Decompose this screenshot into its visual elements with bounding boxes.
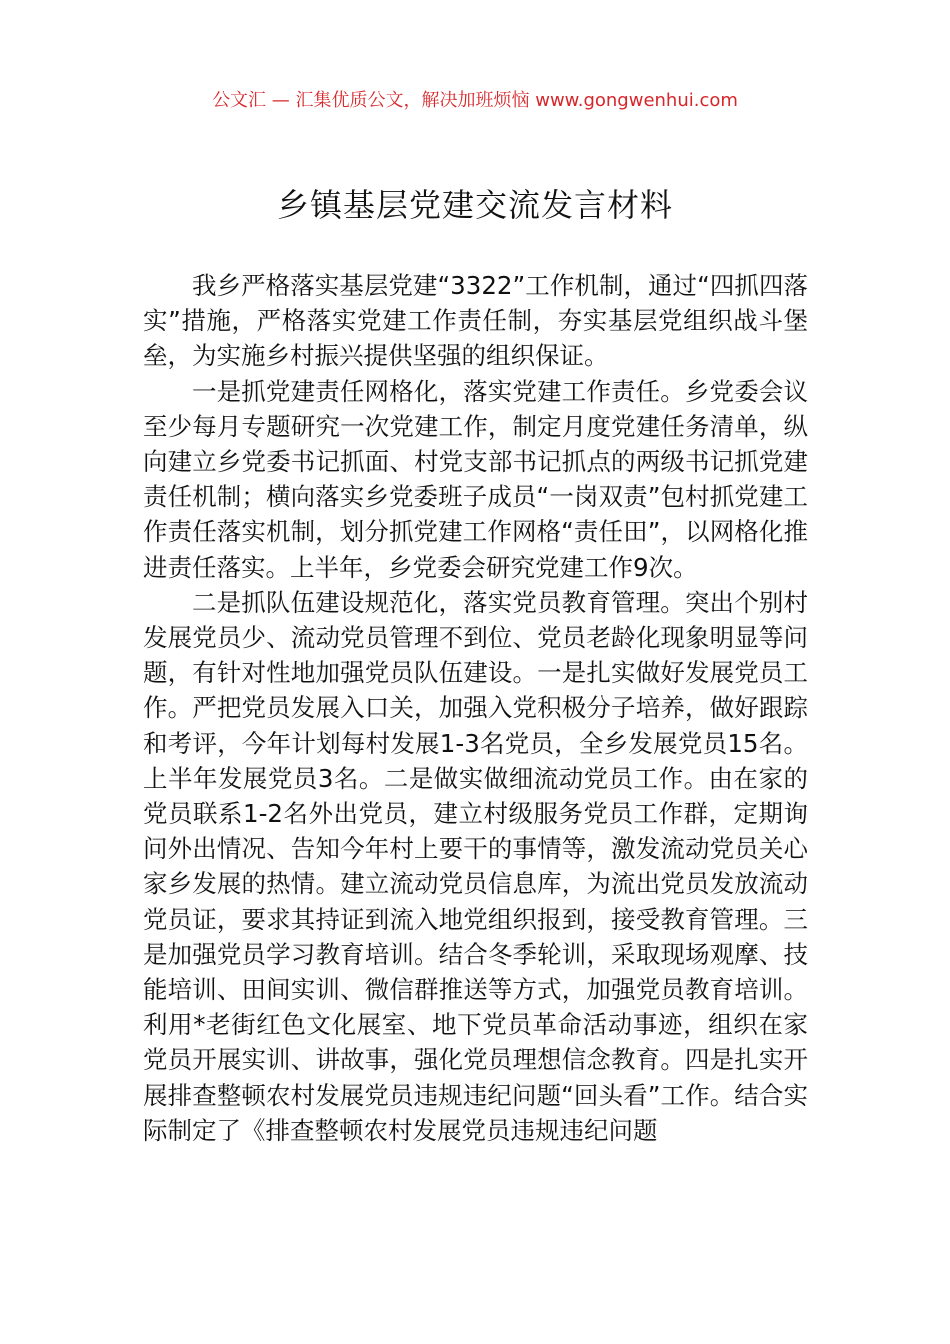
document-title: 乡镇基层党建交流发言材料 — [276, 186, 673, 224]
header-banner: 公文汇 — 汇集优质公文，解决加班烦恼 www.gongwenhui.com — [212, 90, 738, 111]
paragraph-intro: 我乡严格落实基层党建“3322”工作机制，通过“四抓四落实”措施，严格落实党建工作责任制，夯实基层党组织战斗堡垒，为实施乡村振兴提供坚强的组织保证。 — [143, 271, 808, 371]
paragraph-team-building: 二是抓队伍建设规范化，落实党员教育管理。突出个别村发展党员少、流动党员管理不到位、党员老龄化现象明显等问题，有针对性地加强党员队伍建设。一是扎实做好发展党员工作。严把党员发展入口关，加强入党积极分子培养，做好跟踪和考评，今年计划每村发展1-3名党员，全乡发展党员15名。上半年发展党员3名。二是做实做细流动党员工作。由在家的党员联系1-2名外出党员，建立村级服务党员工作群，定期询问外出情况、告知今年村上要干的事情等，激发流动党员关心家乡发展的热情。建立流动党员信息库，为流出党员发放流动党员证，要求其持证到流入地党组织报到，接受教育管理。三是加强党员学习教育培训。结合冬季轮训，采取现场观摩、技能培训、田间实训、微信群推送等方式，加强党员教育培训。利用*老街红色文化展室、地下党员革命活动事迹，组织在家党员开展实训、讲故事，强化党员理想信念教育。四是扎实开展排查整顿农村发展党员违规违纪问题“回头看”工作。结合实际制定了《排查整顿农村发展党员违规违纪问题 — [143, 587, 808, 1145]
document-body — [143, 268, 808, 1148]
paragraph-responsibility: 一是抓党建责任网格化，落实党建工作责任。乡党委会议至少每月专题研究一次党建工作，制定月度党建任务清单，纵向建立乡党委书记抓面、村党支部书记抓点的两级书记抓党建责任机制；横向落实乡党委班子成员“一岗双责”包村抓党建工作责任落实机制，划分抓党建工作网格“责任田”，以网格化推进责任落实。上半年，乡党委会研究党建工作9次。 — [143, 376, 808, 582]
